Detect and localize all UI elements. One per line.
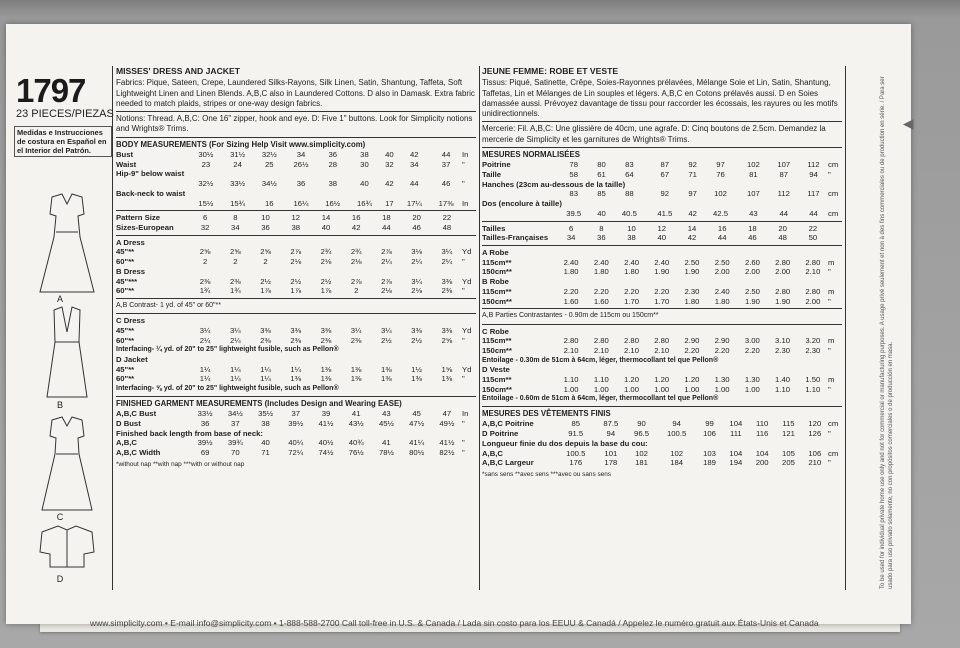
table-row: 45"** 1¼ 1¼ 1¼ 1¼ 1⅜ 1⅜ 1⅜ 1½ 1⅝ Yd	[116, 364, 472, 374]
table-row: 45"*** 2⅜ 2⅜ 2½ 2½ 2½ 2⅞ 2⅞ 3¼ 3⅜ Yd	[116, 276, 472, 286]
view-illustrations	[32, 192, 102, 597]
body-measurements-table	[116, 150, 476, 208]
table-row: B Dress	[116, 266, 146, 276]
table-row: Hip-9" below waist	[116, 169, 185, 179]
finished-measurements-heading: FINISHED GARMENT MEASUREMENTS (Includes Design and Wearing EASE)	[116, 398, 402, 408]
metrage-table-c-d	[482, 327, 842, 405]
table-row: 115cm** 1.10 1.10 1.20 1.20 1.20 1.30 1.30 1.40 1.50 m	[482, 375, 835, 385]
table-row: A,B,C Bust 33½ 34½ 35½ 37 39 41 43 45 47 In	[116, 409, 469, 419]
table-row: 150cm** 2.10 2.10 2.10 2.10 2.20 2.20 2.20 2.30 2.30 "	[482, 345, 831, 355]
yardage-table-a-b	[116, 238, 476, 296]
french-notions: Mercerie: Fil. A,B,C: Une glissière de 40cm, une agrafe. D: Cinq boutons de 2.5cm. Demandez la mercerie de Simplicity et les garnitures de Wrights® Trims.	[482, 121, 842, 145]
table-row: A,B,C Poitrine 85 87.5 90 94 99 104 110 115 120 cm	[482, 419, 839, 429]
table-row: B Robe	[482, 277, 509, 287]
table-row: A Robe	[482, 248, 509, 257]
table-row: C Robe	[482, 326, 509, 336]
french-column	[479, 66, 846, 590]
table-row: Interfacing- ⅝ yd. of 20" to 25" lightweight fusible, such as Pellon®	[116, 385, 339, 393]
view-label-b: B	[56, 400, 63, 410]
pieces-count: 23 PIECES/PIEZAS	[16, 108, 114, 120]
finished-measurements-table	[116, 409, 476, 458]
spanish-note: Medidas e Instrucciones de costura en Español en el Interior del Patrón.	[14, 126, 112, 157]
table-row: Interfacing- ¼ yd. of 20" to 25" lightweight fusible, such as Pellon®	[116, 346, 339, 354]
table-row: 115cm** 2.80 2.80 2.80 2.80 2.90 2.90 3.00 3.10 3.20 m	[482, 336, 835, 346]
table-row: Bust 30½ 31½ 32½ 34 36 38 40 42 44 In	[116, 150, 469, 160]
table-row: A Dress	[116, 237, 145, 247]
metrage-table-a-b	[482, 248, 842, 306]
table-row: Dos (encolure à taille)	[482, 199, 562, 209]
tailles-table	[482, 224, 842, 243]
pattern-number: 1797	[16, 72, 86, 109]
sizes-table	[116, 213, 476, 232]
envelope-sheet	[6, 24, 918, 624]
table-row: A,B,C Largeur 176 178 181 184 189 194 200 205 210 "	[482, 458, 831, 468]
table-row: Finished back length from base of neck:	[116, 428, 263, 438]
french-footnote: *sans sens **avec sens ***avec ou sans sens	[482, 470, 611, 478]
legal-notice: To be used for individual private home use only and not for commercial or manufacturing purposes. A usage privé seulement et non à des fins commerciales ou de production en série. / Para ser usado para uso privado solamente, no con propósitos comerciales o de producción en masa.	[880, 76, 894, 589]
table-row: Pattern Size 6 8 10 12 14 16 18 20 22	[116, 213, 452, 223]
table-row: 83 85 88 92 97 102 107 112 117 cm	[569, 189, 839, 199]
table-row: Entoilage - 0.30m de 51cm à 64cm, léger, thermocollant tel que Pellon®	[482, 356, 719, 364]
table-row: 115cm** 2.40 2.40 2.40 2.40 2.50 2.50 2.60 2.80 2.80 m	[482, 257, 835, 267]
french-fabrics: Tissus: Piqué, Satinette, Crêpe, Soies-Rayonnes prélavées, Mélange Soie et Lin, Satin, Shantung, Taffetas, Lin et Mélanges de Lin souples et légers. A,B,C en Cotons prélavés aussi. D en Soies damassée aussi. Prévoyez davantage de tissu pour raccorder les écossais, les rayures ou les motifs unidirectionnels.	[482, 78, 838, 119]
yardage-table-c-d	[116, 316, 476, 394]
table-row: A,B,C Width 69 70 71 72¼ 74½ 76½ 78½ 80½ 82½ "	[116, 447, 465, 457]
table-row: 60"** 1¼ 1¼ 1¼ 1⅜ 1⅜ 1⅜ 1⅜ 1⅜ 1⅜ "	[116, 374, 465, 384]
arrow-icon: ▲	[897, 115, 918, 134]
table-row: C Dress	[116, 316, 146, 326]
contrast-note: A,B Contrast- 1 yd. of 45" or 60"**	[116, 298, 476, 311]
table-row: Back-neck to waist	[116, 188, 186, 198]
mesures-finis-heading: MESURES DES VÊTEMENTS FINIS	[482, 409, 611, 419]
table-row: Hanches (23cm au-dessous de la taille)	[482, 179, 626, 189]
contraste-note: A,B Parties Contrastantes - 0.90m de 115cm ou 150cm**	[482, 308, 842, 321]
table-row: Longueur finie du dos depuis la base du cou:	[482, 438, 648, 448]
table-row: Sizes-European 32 34 36 38 40 42 44 46 48	[116, 223, 452, 232]
table-row: 60"** 2 2 2 2⅛ 2⅛ 2⅛ 2¼ 2¼ 2¼ "	[116, 257, 465, 267]
english-column	[112, 66, 480, 590]
table-row: Tailles-Françaises 34 36 38 40 42 44 46 48 50	[482, 233, 818, 243]
table-row: 39.5 40 40.5 41.5 42 42.5 43 44 44 cm	[566, 208, 839, 218]
table-row: Waist 23 24 25 26½ 28 30 32 34 37 "	[116, 159, 465, 169]
table-row: 45"** 3¼ 3¼ 3⅜ 3⅜ 3⅜ 3¼ 3¼ 3⅜ 3⅜ Yd	[116, 325, 472, 335]
table-row: Tailles 6 8 10 12 14 16 18 20 22	[482, 223, 818, 233]
table-row: D Poitrine 91.5 94 96.5 100.5 106 111 116 121 126 "	[482, 429, 831, 439]
english-fabrics: Fabrics: Pique, Sateen, Crepe, Laundered Silks-Rayons, Silk Linen, Satin, Shantung, Taffeta, Soft Lightweight Linen and Linen Blends. A,B,C also in Laundered Cottons. D also in Damask. Extra fabric needed to match plaids, stripes or one-way design fabrics.	[116, 78, 475, 108]
table-row: Taille 58 61 64 67 71 76 81 87 94 "	[482, 170, 831, 180]
table-row: 150cm** 1.80 1.80 1.80 1.90 1.90 2.00 2.00 2.00 2.10 "	[482, 267, 831, 277]
view-label-c: C	[56, 512, 64, 522]
table-row: Entoilage - 0.60m de 51cm à 64cm, léger, thermocollant tel que Pellon®	[482, 395, 719, 403]
table-row: D Veste	[482, 365, 510, 375]
table-row: Poitrine 78 80 83 87 92 97 102 107 112 cm	[482, 160, 839, 170]
mesures-finis-table	[482, 419, 842, 468]
english-title: MISSES' DRESS AND JACKET	[116, 66, 240, 76]
contact-footer: www.simplicity.com • E-mail info@simplicity.com • 1-888-588-2700 Call toll-free in U.S. & Canada / Lada sin costo para los EEUU & Canadá / Appelez le numéro gratuit aux États-Unis et Canada	[90, 618, 819, 628]
english-notions: Notions: Thread. A,B,C: One 16" zipper, hook and eye. D: Five 1" buttons. Look for Simplicity notions and Wrights® Trims.	[116, 111, 476, 135]
table-row: 45"** 2⅝ 2⅝ 2⅝ 2⅞ 2¾ 2¾ 2⅞ 3⅛ 3¼ Yd	[116, 247, 472, 257]
table-row: 60"** 2¼ 2¼ 2⅜ 2⅜ 2⅜ 2⅜ 2½ 2½ 2⅝ "	[116, 335, 465, 345]
table-row: 150cm** 1.60 1.60 1.70 1.70 1.80 1.80 1.90 1.90 2.00 "	[482, 296, 831, 306]
dress-view-drawings	[32, 192, 102, 592]
table-row: D Bust 36 37 38 39½ 41½ 43½ 45½ 47½ 49½ "	[116, 418, 465, 428]
table-row: D Jacket	[116, 355, 148, 365]
english-footnote: *without nap **with nap ***with or without nap	[116, 460, 245, 468]
table-row: 60"** 1¾ 1¾ 1⅞ 1⅞ 1⅞ 2 2⅛ 2⅛ 2⅜ "	[116, 286, 465, 296]
table-row: 150cm** 1.00 1.00 1.00 1.00 1.00 1.00 1.00 1.10 1.10 "	[482, 384, 831, 394]
table-row: A,B,C 39½ 39¾ 40 40¼ 40½ 40¾ 41 41¼ 41½ "	[116, 438, 465, 448]
table-row: 15½ 15¾ 16 16¼ 16½ 16¾ 17 17¼ 17⅜ In	[198, 198, 469, 208]
view-label-d: D	[56, 574, 64, 584]
table-row: 32½ 33½ 34½ 36 38 40 42 44 46 "	[198, 179, 465, 189]
mesures-table	[482, 160, 842, 218]
view-label-a: A	[56, 294, 63, 304]
table-row: A,B,C 100.5 101 102 102 103 104 104 105 106 cm	[482, 448, 839, 458]
body-measurements-heading: BODY MEASUREMENTS (For Sizing Help Visit www.simplicity.com)	[116, 139, 366, 149]
french-title: JEUNE FEMME: ROBE ET VESTE	[482, 66, 619, 76]
mesures-heading: MESURES NORMALISÉES	[482, 150, 580, 160]
table-row: 115cm** 2.20 2.20 2.20 2.20 2.30 2.40 2.50 2.80 2.80 m	[482, 286, 835, 296]
